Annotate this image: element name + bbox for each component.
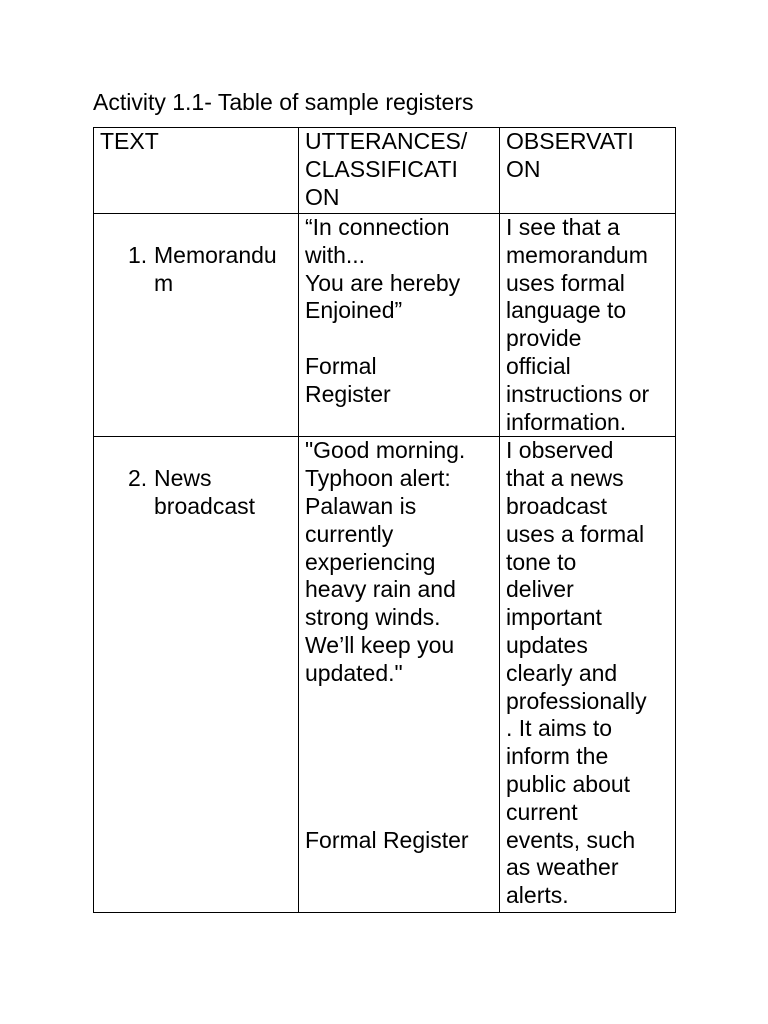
table-row — [94, 437, 676, 913]
item-label: Memorandu m — [154, 241, 277, 296]
classification-text: Formal Register — [305, 826, 469, 853]
header-utterances-classification: UTTERANCES/ CLASSIFICATI ON — [299, 128, 500, 214]
utterance-text: "Good morning. Typhoon alert: Palawan is currently experiencing heavy rain and strong winds. We’ll keep you updated." — [305, 437, 466, 686]
item-number: 1. — [128, 241, 148, 268]
utterance-cell — [299, 214, 500, 437]
text-cell — [94, 214, 299, 437]
list-item — [100, 465, 292, 521]
utterance-text: “In connection with... You are hereby Enjoined” — [305, 214, 461, 324]
page-title: Activity 1.1- Table of sample registers — [93, 89, 474, 115]
observation-cell: I observed that a news broadcast uses a formal tone to deliver important updates clearly and professionally . It aims to inform the public about current events, such as weather alerts. — [500, 437, 676, 913]
classification-text: Formal Register — [305, 352, 391, 407]
text-cell — [94, 437, 299, 913]
item-number: 2. — [128, 465, 148, 492]
table-header-row — [94, 128, 676, 214]
observation-cell: I see that a memorandum uses formal language to provide official instructions or information. — [500, 214, 676, 437]
header-observation: OBSERVATI ON — [500, 128, 676, 214]
item-label: News broadcast — [154, 465, 256, 519]
header-text: TEXT — [94, 128, 299, 214]
list-item — [100, 242, 292, 298]
utterance-cell — [299, 437, 500, 913]
registers-table — [93, 127, 676, 913]
table-row — [94, 214, 676, 437]
